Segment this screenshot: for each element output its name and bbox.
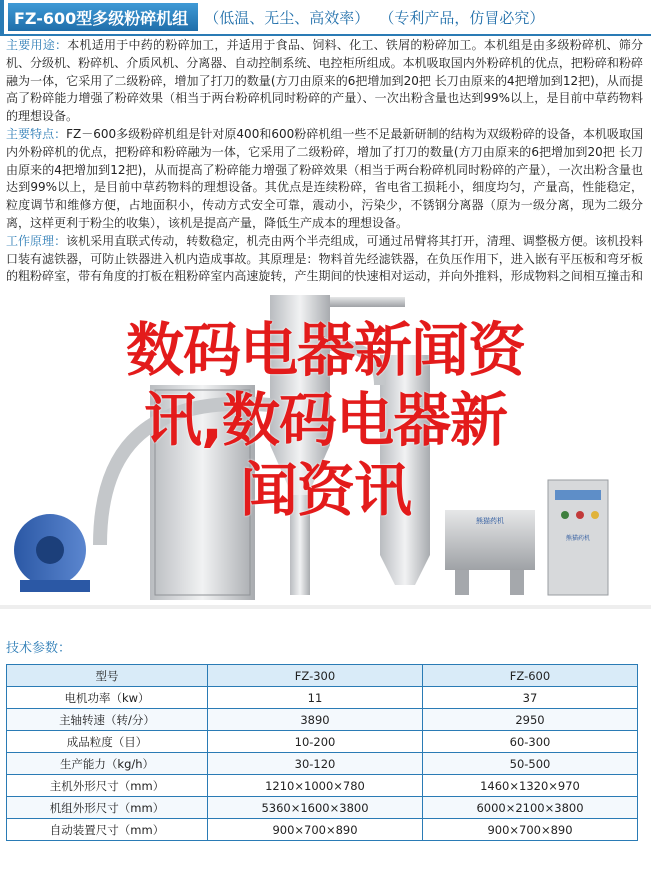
header-accent	[0, 0, 4, 34]
overlay-line-2: 讯,数码电器新	[143, 386, 508, 454]
spec-value: 2950	[423, 709, 638, 731]
spec-value: 6000×2100×3800	[423, 797, 638, 819]
features-label: 主要特点：	[6, 126, 67, 141]
principle-text: 该机采用直联式传动，转数稳定，机壳由两个半壳组成，可通过吊臂将其打开，清理、调整极方便。该机投料口装有滤铁器，可防止铁器进入机内造成事故。其原理是：物料首先经滤铁器，在负压作用下，进入嵌有平压板和弯牙板的粗粉碎室，带有角度的打板在粗粉碎室内高速旋转，产生期间的快速相对运动，并向外推料，形成物料之间相互撞击和	[6, 233, 643, 284]
spec-value: 37	[423, 687, 638, 709]
purpose-label: 主要用途：	[6, 38, 68, 52]
spec-value: 50-500	[423, 753, 638, 775]
overlay-line-3: 闻资讯	[239, 456, 411, 524]
table-row	[7, 753, 638, 775]
table-row	[7, 819, 638, 841]
spec-value: 11	[208, 687, 423, 709]
spec-param: 主轴转速（转/分）	[7, 709, 208, 731]
spec-value: 30-120	[208, 753, 423, 775]
purpose-text: 本机适用于中药的粉碎加工，并适用于食品、饲料、化工、铁屑的粉碎加工。本机组是由多级粉碎机、筛分机、分级机、粉碎机、介质风机、分离器、自动控制系统、电控柜所组成。本机吸取国内外粉碎机的优点，把粉碎和粉碎融为一体，它采用了二级粉碎，增加了打刀的数量(方刀由原来的6把增加到20把 长刀由原来的4把增加到12把)，从而提高了粉碎能力增强了粉碎效果（相当于两台粉碎机同时粉碎的产量）、一次出粉含量也达到99%以上，是目前中草药物料的理想设备。	[6, 38, 643, 124]
spec-title: 技术参数：	[6, 641, 72, 656]
spec-param: 成品粒度（目）	[7, 731, 208, 753]
spec-header-row	[7, 665, 638, 687]
purpose-paragraph	[6, 37, 643, 126]
spec-value: 3890	[208, 709, 423, 731]
spec-value: 10-200	[208, 731, 423, 753]
cabinet-brand-label: 熊猫药机	[565, 535, 591, 542]
table-row	[7, 709, 638, 731]
principle-label: 工作原理：	[6, 233, 67, 248]
header-features: （低温、无尘、高效率）	[204, 8, 370, 27]
spec-header-fz600: FZ-600	[423, 665, 638, 687]
header-patent: （专利产品，仿冒必究）	[379, 8, 545, 27]
spec-value: 900×700×890	[423, 819, 638, 841]
header-bar	[0, 0, 651, 34]
spec-value: 900×700×890	[208, 819, 423, 841]
spec-header-fz300: FZ-300	[208, 665, 423, 687]
header-divider	[0, 34, 651, 36]
features-paragraph	[6, 126, 643, 233]
watermark-overlay	[0, 315, 651, 525]
spec-param: 主机外形尺寸（mm）	[7, 775, 208, 797]
features-text: FZ－600多级粉碎机组是针对原400和600粉碎机组一些不足最新研制的结构为双级粉碎的设备，本机吸取国内外粉碎机的优点，把粉碎和粉碎融为一体，它采用了二级粉碎，增加了打刀的数量(方刀由原来的6把增加到20把 长刀由原来的4把增加到12把)，从而提高了粉碎能力增强了粉碎效果（相当于两台粉碎机同时粉碎的产量），一次出粉含量也达到99%以上，是目前中草药物料的理想设备。其优点是连续粉碎，省电省工损耗小，细度均匀，产量高，性能稳定，粒度调节和维修方便，占地面积小，传动方式安全可靠，震动小，污染少，不锈钢分离器（原为一级分离，现为二级分离，这样更利于粉尘的收集），该机是提高产量，降低生产成本的理想设备。	[6, 126, 643, 230]
spec-header-model: 型号	[7, 665, 208, 687]
spec-value: 60-300	[423, 731, 638, 753]
overlay-line-1: 数码电器新闻资	[125, 316, 525, 384]
table-row	[7, 775, 638, 797]
spec-param: 电机功率（kw）	[7, 687, 208, 709]
spec-param: 生产能力（kg/h）	[7, 753, 208, 775]
spec-value: 1210×1000×780	[208, 775, 423, 797]
spec-value: 5360×1600×3800	[208, 797, 423, 819]
spec-param: 机组外形尺寸（mm）	[7, 797, 208, 819]
spec-value: 1460×1320×970	[423, 775, 638, 797]
page-title: FZ-600型多级粉碎机组	[8, 3, 198, 31]
spec-table	[6, 664, 638, 841]
table-row	[7, 687, 638, 709]
spec-param: 自动装置尺寸（mm）	[7, 819, 208, 841]
cabinet-brand-small: 熊猫药机	[476, 517, 504, 525]
table-row	[7, 731, 638, 753]
table-row	[7, 797, 638, 819]
